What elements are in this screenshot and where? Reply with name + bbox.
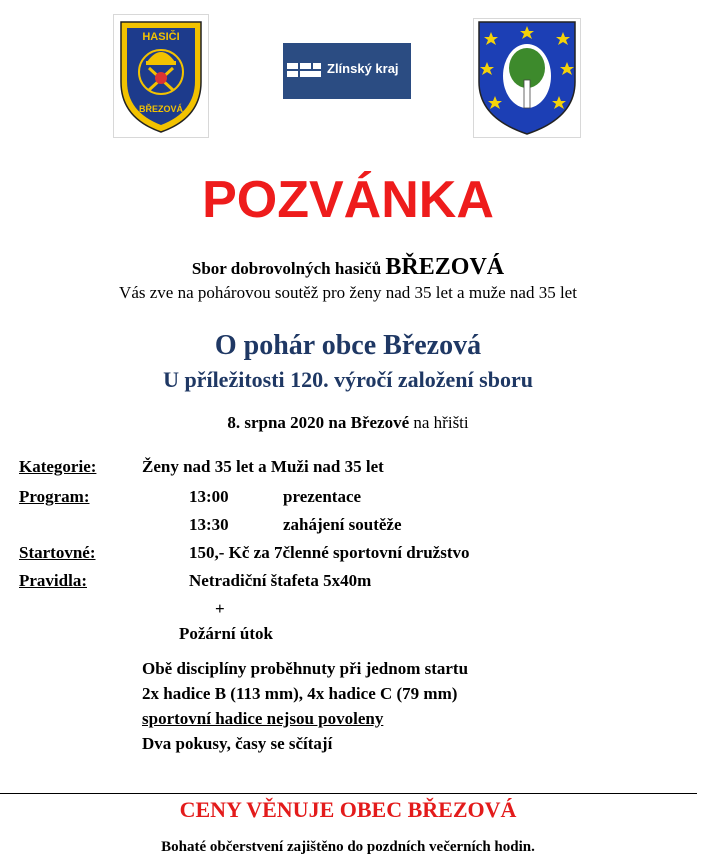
- program-item-1: prezentace: [283, 487, 362, 506]
- program-time-1: 13:00: [189, 487, 229, 506]
- event-date: [0, 413, 696, 433]
- category-value: Ženy nad 35 let a Muži nad 35 let: [142, 457, 384, 476]
- rules-plus: +: [215, 599, 225, 618]
- cup-occasion: U příležitosti 120. výročí založení sboru: [163, 367, 533, 392]
- note-hoses: 2x hadice B (113 mm), 4x hadice C (79 mm): [142, 684, 458, 703]
- organizer-line: [0, 254, 696, 281]
- event-date-bold: 8. srpna 2020 na Březové: [227, 413, 410, 432]
- firefighters-logo-bottom-text: BŘEZOVÁ: [138, 104, 184, 114]
- firefighters-logo-top-text: HASIČI: [142, 31, 180, 43]
- rule-fire-attack: Požární útok: [179, 624, 273, 643]
- zlin-region-logo: [283, 43, 411, 99]
- page-title: POZVÁNKA: [202, 171, 494, 229]
- divider: [0, 793, 697, 794]
- organizer-name: BŘEZOVÁ: [385, 254, 505, 280]
- note-attempts: Dva pokusy, časy se sčítají: [142, 734, 333, 753]
- coat-of-arms-birch-tree-icon: [473, 18, 581, 138]
- prize-line: CENY VĚNUJE OBEC BŘEZOVÁ: [179, 797, 517, 822]
- program-item-2: zahájení soutěže: [283, 515, 402, 534]
- refreshments-line: Bohaté občerstvení zajištěno do pozdních večerních hodin.: [161, 839, 535, 855]
- event-date-rest: na hřišti: [413, 413, 469, 432]
- note-single-start: Obě disciplíny proběhnuty při jednom startu: [142, 659, 469, 678]
- fee-label: Startovné:: [19, 543, 96, 562]
- note-sport-hoses: sportovní hadice nejsou povoleny: [142, 709, 384, 728]
- rules-label: Pravidla:: [19, 571, 87, 590]
- category-label: Kategorie:: [19, 457, 97, 476]
- invite-line: Vás zve na pohárovou soutěž pro ženy nad 35 let a muže nad 35 let: [119, 283, 577, 302]
- organizer-prefix: Sbor dobrovolných hasičů: [191, 259, 382, 278]
- program-label: Program:: [19, 487, 90, 506]
- cup-name: O pohár obce Březová: [214, 330, 482, 361]
- program-time-2: 13:30: [189, 515, 229, 534]
- rule-relay: Netradiční štafeta 5x40m: [189, 571, 372, 590]
- zlin-region-logo-text: Zlínský kraj: [327, 61, 399, 76]
- fee-value: 150,- Kč za 7členné sportovní družstvo: [189, 543, 470, 562]
- firefighters-logo: [113, 14, 209, 138]
